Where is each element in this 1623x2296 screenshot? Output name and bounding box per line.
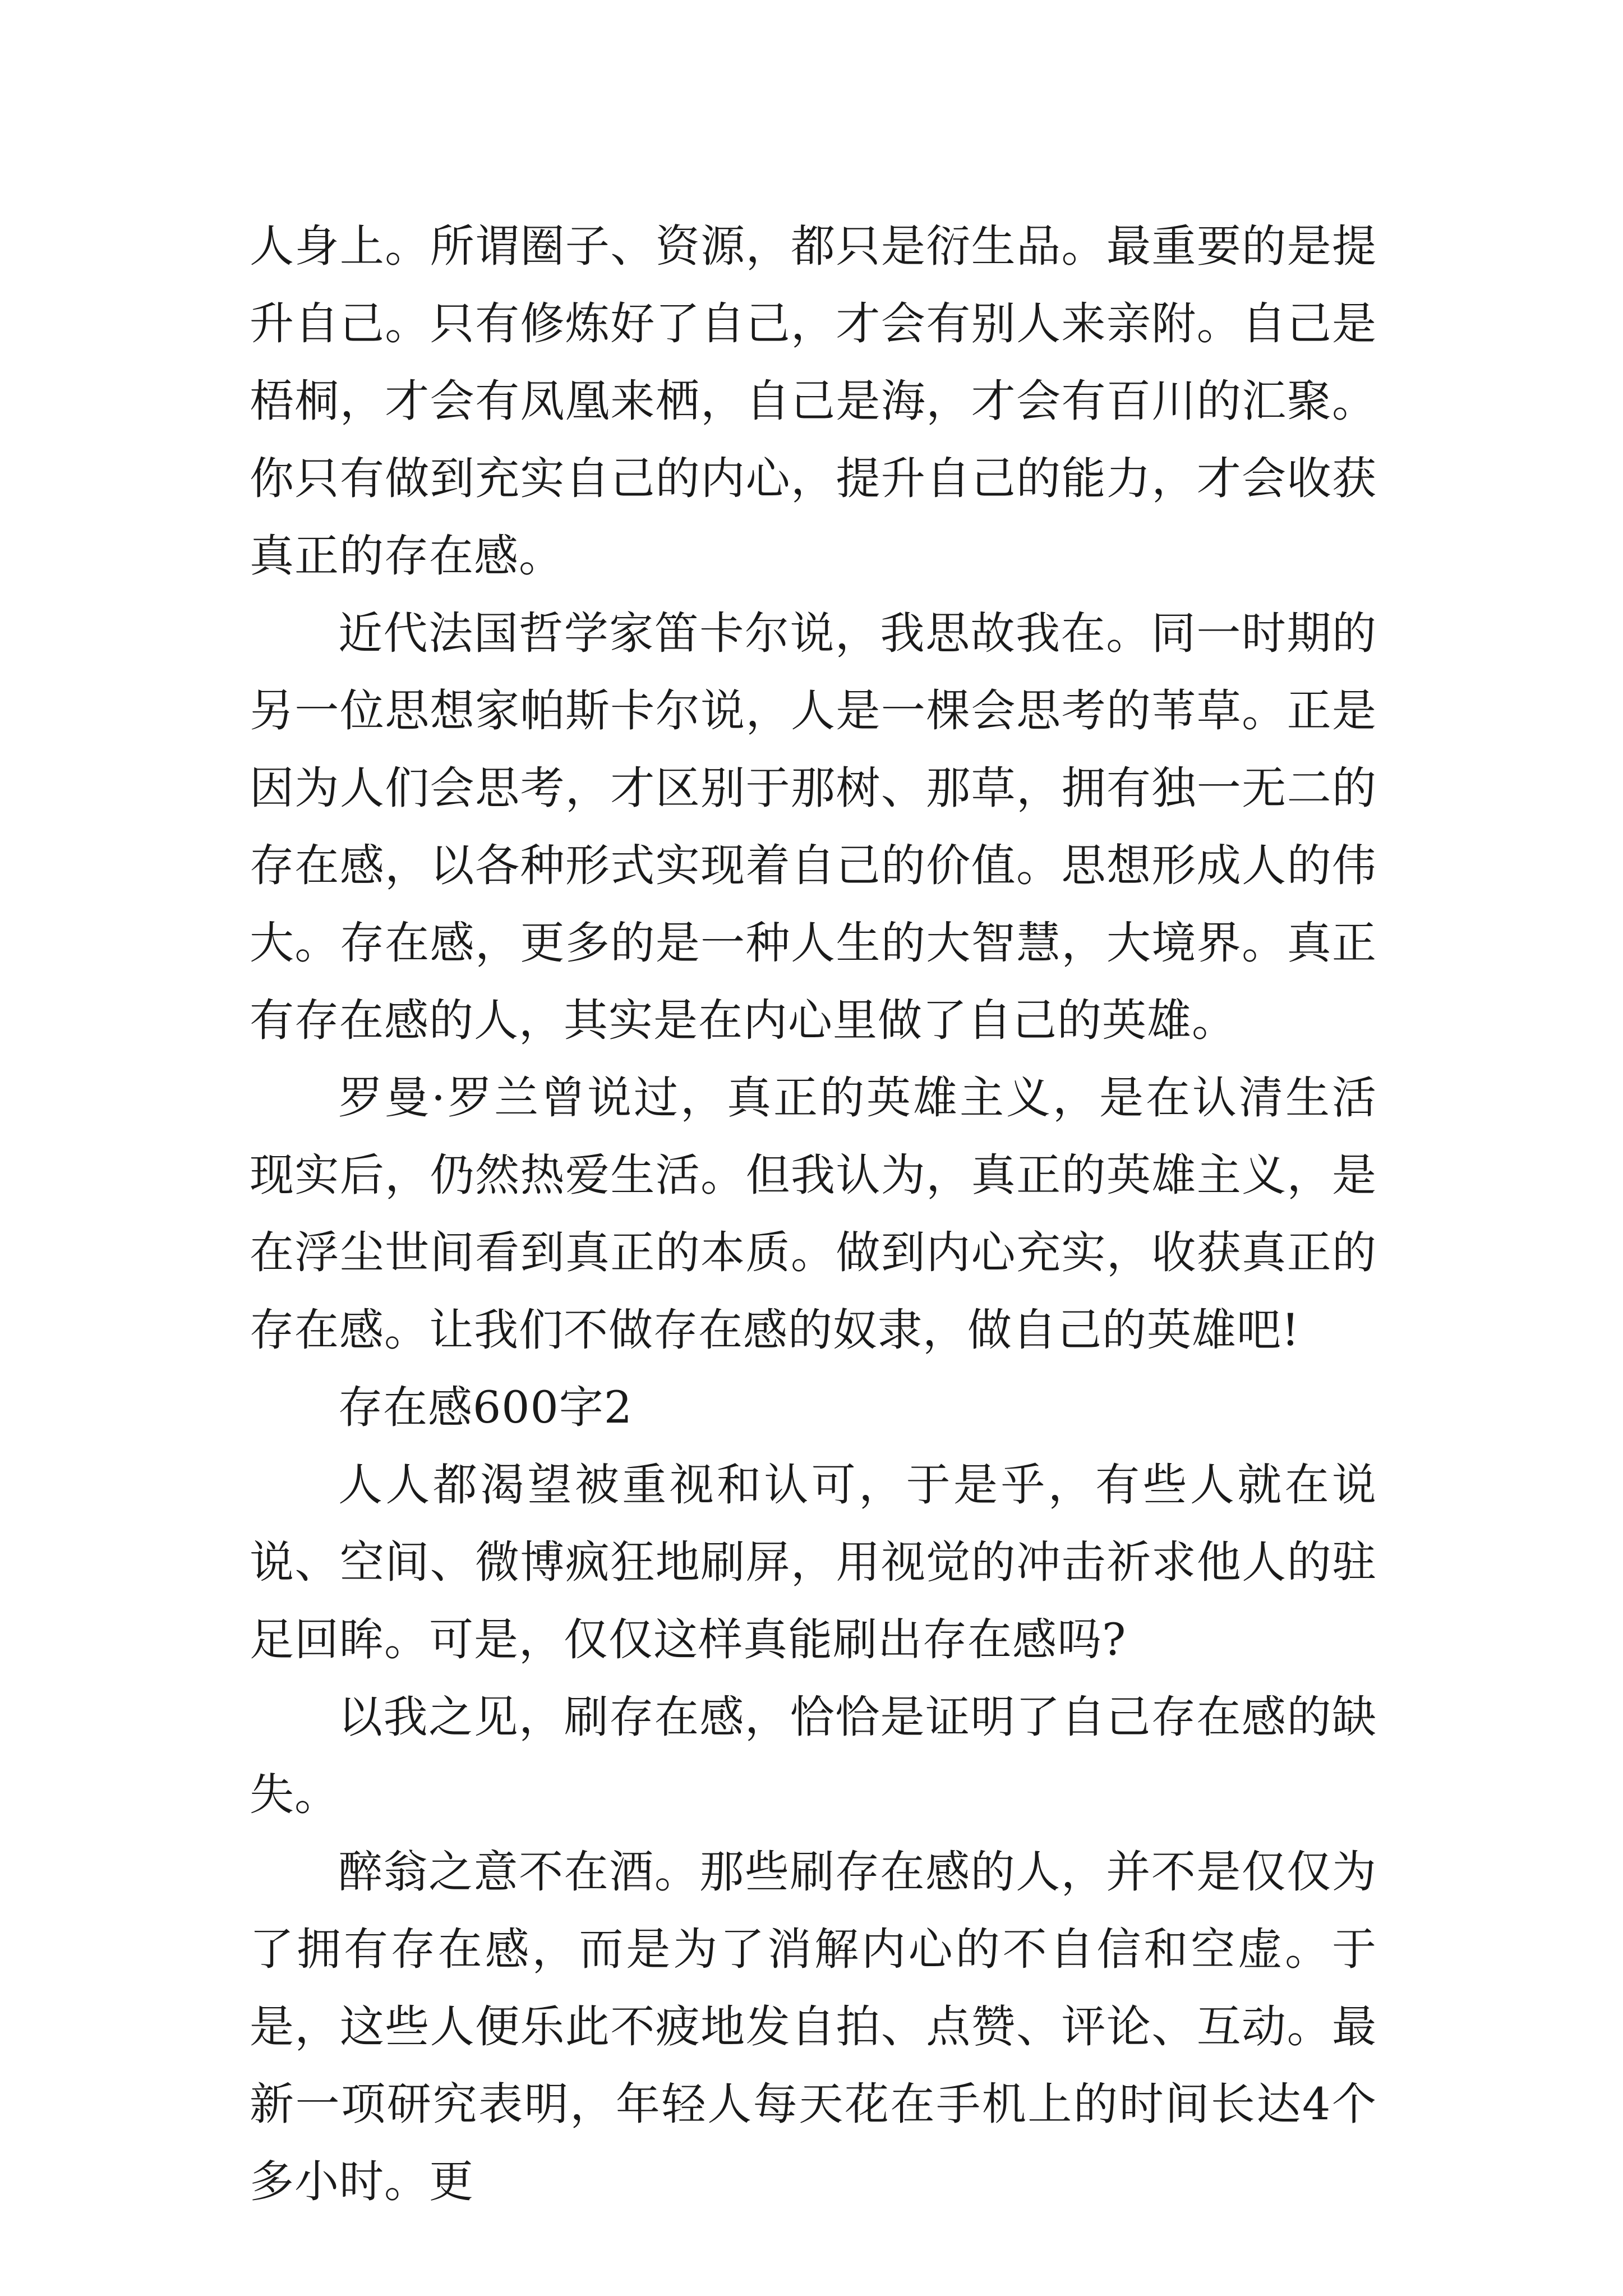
paragraph-1: 人身上。所谓圈子、资源，都只是衍生品。最重要的是提升自己。只有修炼好了自己，才会有别人来亲附。自己是梧桐，才会有凤凰来栖，自己是海，才会有百川的汇聚。你只有做到充实自己的内心，提升自己的能力，才会收获真正的存在感。 xyxy=(250,220,1377,582)
section-heading: 存在感600字2 xyxy=(338,1382,633,1433)
paragraph-2: 近代法国哲学家笛卡尔说，我思故我在。同一时期的另一位思想家帕斯卡尔说，人是一棵会思考的苇草。正是因为人们会思考，才区别于那树、那草，拥有独一无二的存在感，以各种形式实现着自己的价值。思想形成人的伟大。存在感，更多的是一种人生的大智慧，大境界。真正有存在感的人，其实是在内心里做了自己的英雄。 xyxy=(250,608,1377,1046)
paragraph-6: 醉翁之意不在酒。那些刷存在感的人，并不是仅仅为了拥有存在感，而是为了消解内心的不自信和空虚。于是，这些人便乐此不疲地发自拍、点赞、评论、互动。最新一项研究表明，年轻人每天花在手机上的时间长达4个多小时。更 xyxy=(250,1846,1377,2207)
paragraph-4: 人人都渴望被重视和认可，于是乎，有些人就在说说、空间、微博疯狂地刷屏，用视觉的冲击祈求他人的驻足回眸。可是，仅仅这样真能刷出存在感吗? xyxy=(250,1459,1377,1665)
paragraph-3: 罗曼·罗兰曾说过，真正的英雄主义，是在认清生活现实后，仍然热爱生活。但我认为，真正的英雄主义，是在浮尘世间看到真正的本质。做到内心充实，收获真正的存在感。让我们不做存在感的奴隶，做自己的英雄吧! xyxy=(250,1072,1377,1356)
document-body xyxy=(250,208,1377,2220)
paragraph-5: 以我之见，刷存在感，恰恰是证明了自己存在感的缺失。 xyxy=(250,1691,1377,1820)
